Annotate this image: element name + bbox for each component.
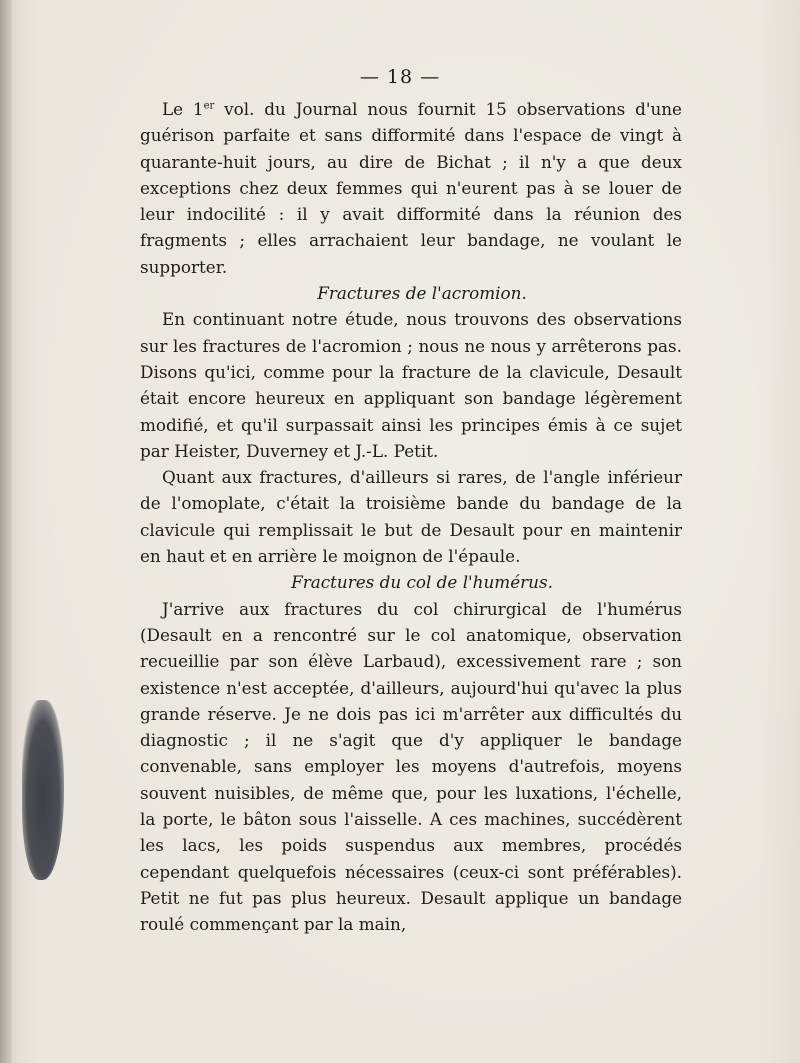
paragraph-1-rest: vol. du Journal nous fournit 15 observations d'une guérison parfaite et sans difformité dans l'espace de vingt à quarante-huit jours, au dire de Bichat ; il n'y a que deux exceptions chez deux femmes qui n'eurent pas à se louer de leur indocilité : il y avait difformité dans la réunion des fragments ; elles arrachaient leur bandage, ne voulant le supporter. [140, 99, 682, 277]
paragraph-1 [140, 96, 682, 280]
page-number: — 18 — [359, 66, 441, 88]
ordinal-superscript: er [203, 100, 215, 112]
page-body [140, 96, 682, 938]
ink-stain [22, 700, 64, 880]
paragraph-4: J'arrive aux fractures du col chirurgical de l'humérus (Desault en a rencontré sur le col anatomique, observation recueillie par son élève Larbaud), excessivement rare ; son existence n'est acceptée, d'ailleurs, aujourd'hui qu'avec la plus grande réserve. Je ne dois pas ici m'arrêter aux difficultés du diagnostic ; il ne s'agit que d'y appliquer le bandage convenable, sans employer les moyens d'autrefois, moyens souvent nuisibles, de même que, pour les luxations, l'échelle, la porte, le bâton sous l'aisselle. A ces machines, succédèrent les lacs, les poids suspendus aux membres, procédés cependant quelquefois nécessaires (ceux-ci sont préférables). Petit ne fut pas plus heureux. Desault applique un bandage roulé commençant par la main, [140, 598, 682, 935]
section-heading-humerus: Fractures du col de l'humérus. [291, 572, 553, 593]
paragraph-2: En continuant notre étude, nous trouvons des observations sur les fractures de l'acromion ; nous ne nous y arrêterons pas. Disons qu'ici, comme pour la fracture de la clavicule, Desault était encore heureux en appliquant son bandage légèrement modifié, et qu'il surpassait ainsi les principes émis à ce sujet par Heister, Duverney et J.-L. Petit. [140, 309, 682, 461]
page-spine-shadow [0, 0, 12, 1063]
paragraph-1-start: Le 1 [162, 99, 204, 119]
paragraph-3: Quant aux fractures, d'ailleurs si rares, de l'angle inférieur de l'omoplate, c'était la troisième bande du bandage de la clavicule qui remplissait le but de Desault pour en maintenir en haut et en arrière le moignon de l'épaule. [140, 467, 682, 567]
section-heading-acromion: Fractures de l'acromion. [317, 283, 527, 304]
